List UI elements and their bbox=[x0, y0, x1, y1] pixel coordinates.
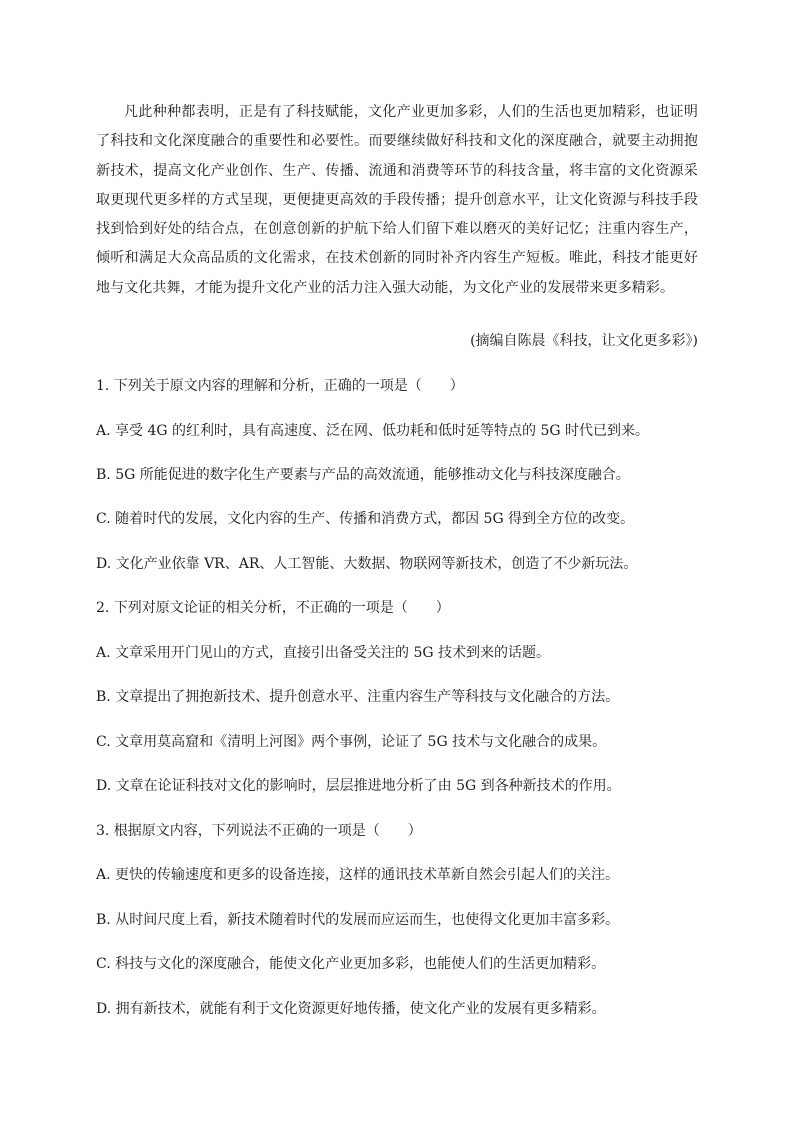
question-1-option-b: B. 5G 所能促进的数字化生产要素与产品的高效流通，能够推动文化与科技深度融合。 bbox=[96, 467, 630, 483]
question-2-option-a: A. 文章采用开门见山的方式，直接引出备受关注的 5G 技术到来的话题。 bbox=[96, 645, 551, 661]
question-1-stem: 1. 下列关于原文内容的理解和分析，正确的一项是（ ） bbox=[96, 378, 464, 394]
passage-source: (摘编自陈晨《科技，让文化更多彩》) bbox=[470, 333, 698, 349]
question-3-option-c: C. 科技与文化的深度融合，能使文化产业更加多彩，也能使人们的生活更加精彩。 bbox=[96, 956, 606, 972]
question-3-stem: 3. 根据原文内容，下列说法不正确的一项是（ ） bbox=[96, 823, 422, 839]
question-3-option-b: B. 从时间尺度上看，新技术随着时代的发展而应运而生，也使得文化更加丰富多彩。 bbox=[96, 912, 620, 928]
question-1-option-a: A. 享受 4G 的红利时，具有高速度、泛在网、低功耗和低时延等特点的 5G 时代已到来。 bbox=[96, 423, 649, 439]
question-1-option-d: D. 文化产业依靠 VR、AR、人工智能、大数据、物联网等新技术，创造了不少新玩法。 bbox=[96, 556, 638, 572]
question-3-option-d: D. 拥有新技术，就能有利于文化资源更好地传播，使文化产业的发展有更多精彩。 bbox=[96, 1001, 606, 1017]
question-1-option-c: C. 随着时代的发展，文化内容的生产、传播和消费方式，都因 5G 得到全方位的改变。 bbox=[96, 511, 635, 527]
question-2-option-c: C. 文章用莫高窟和《清明上河图》两个事例，论证了 5G 技术与文化融合的成果。 bbox=[96, 734, 607, 750]
question-3-option-a: A. 更快的传输速度和更多的设备连接，这样的通讯技术革新自然会引起人们的关注。 bbox=[96, 867, 620, 883]
question-2-option-d: D. 文章在论证科技对文化的影响时，层层推进地分析了由 5G 到各种新技术的作用。 bbox=[96, 778, 621, 794]
question-2-option-b: B. 文章提出了拥抱新技术、提升创意水平、注重内容生产等科技与文化融合的方法。 bbox=[96, 689, 620, 705]
passage-paragraph: 凡此种种都表明，正是有了科技赋能，文化产业更加多彩，人们的生活也更加精彩，也证明了科技和文化深度融合的重要性和必要性。而要继续做好科技和文化的深度融合，就要主动拥抱新技术，提高文化产业创作、生产、传播、流通和消费等环节的科技含量，将丰富的文化资源采取更现代更多样的方式呈现，更便捷更高效的手段传播；提升创意水平，让文化资源与科技手段找到恰到好处的结合点，在创意创新的护航下给人们留下难以磨灭的美好记忆；注重内容生产，倾听和满足大众高品质的文化需求，在技术创新的同时补齐内容生产短板。唯此，科技才能更好地与文化共舞，才能为提升文化产业的活力注入强大动能，为文化产业的发展带来更多精彩。 bbox=[96, 104, 698, 296]
question-2-stem: 2. 下列对原文论证的相关分析，不正确的一项是（ ） bbox=[96, 600, 450, 616]
